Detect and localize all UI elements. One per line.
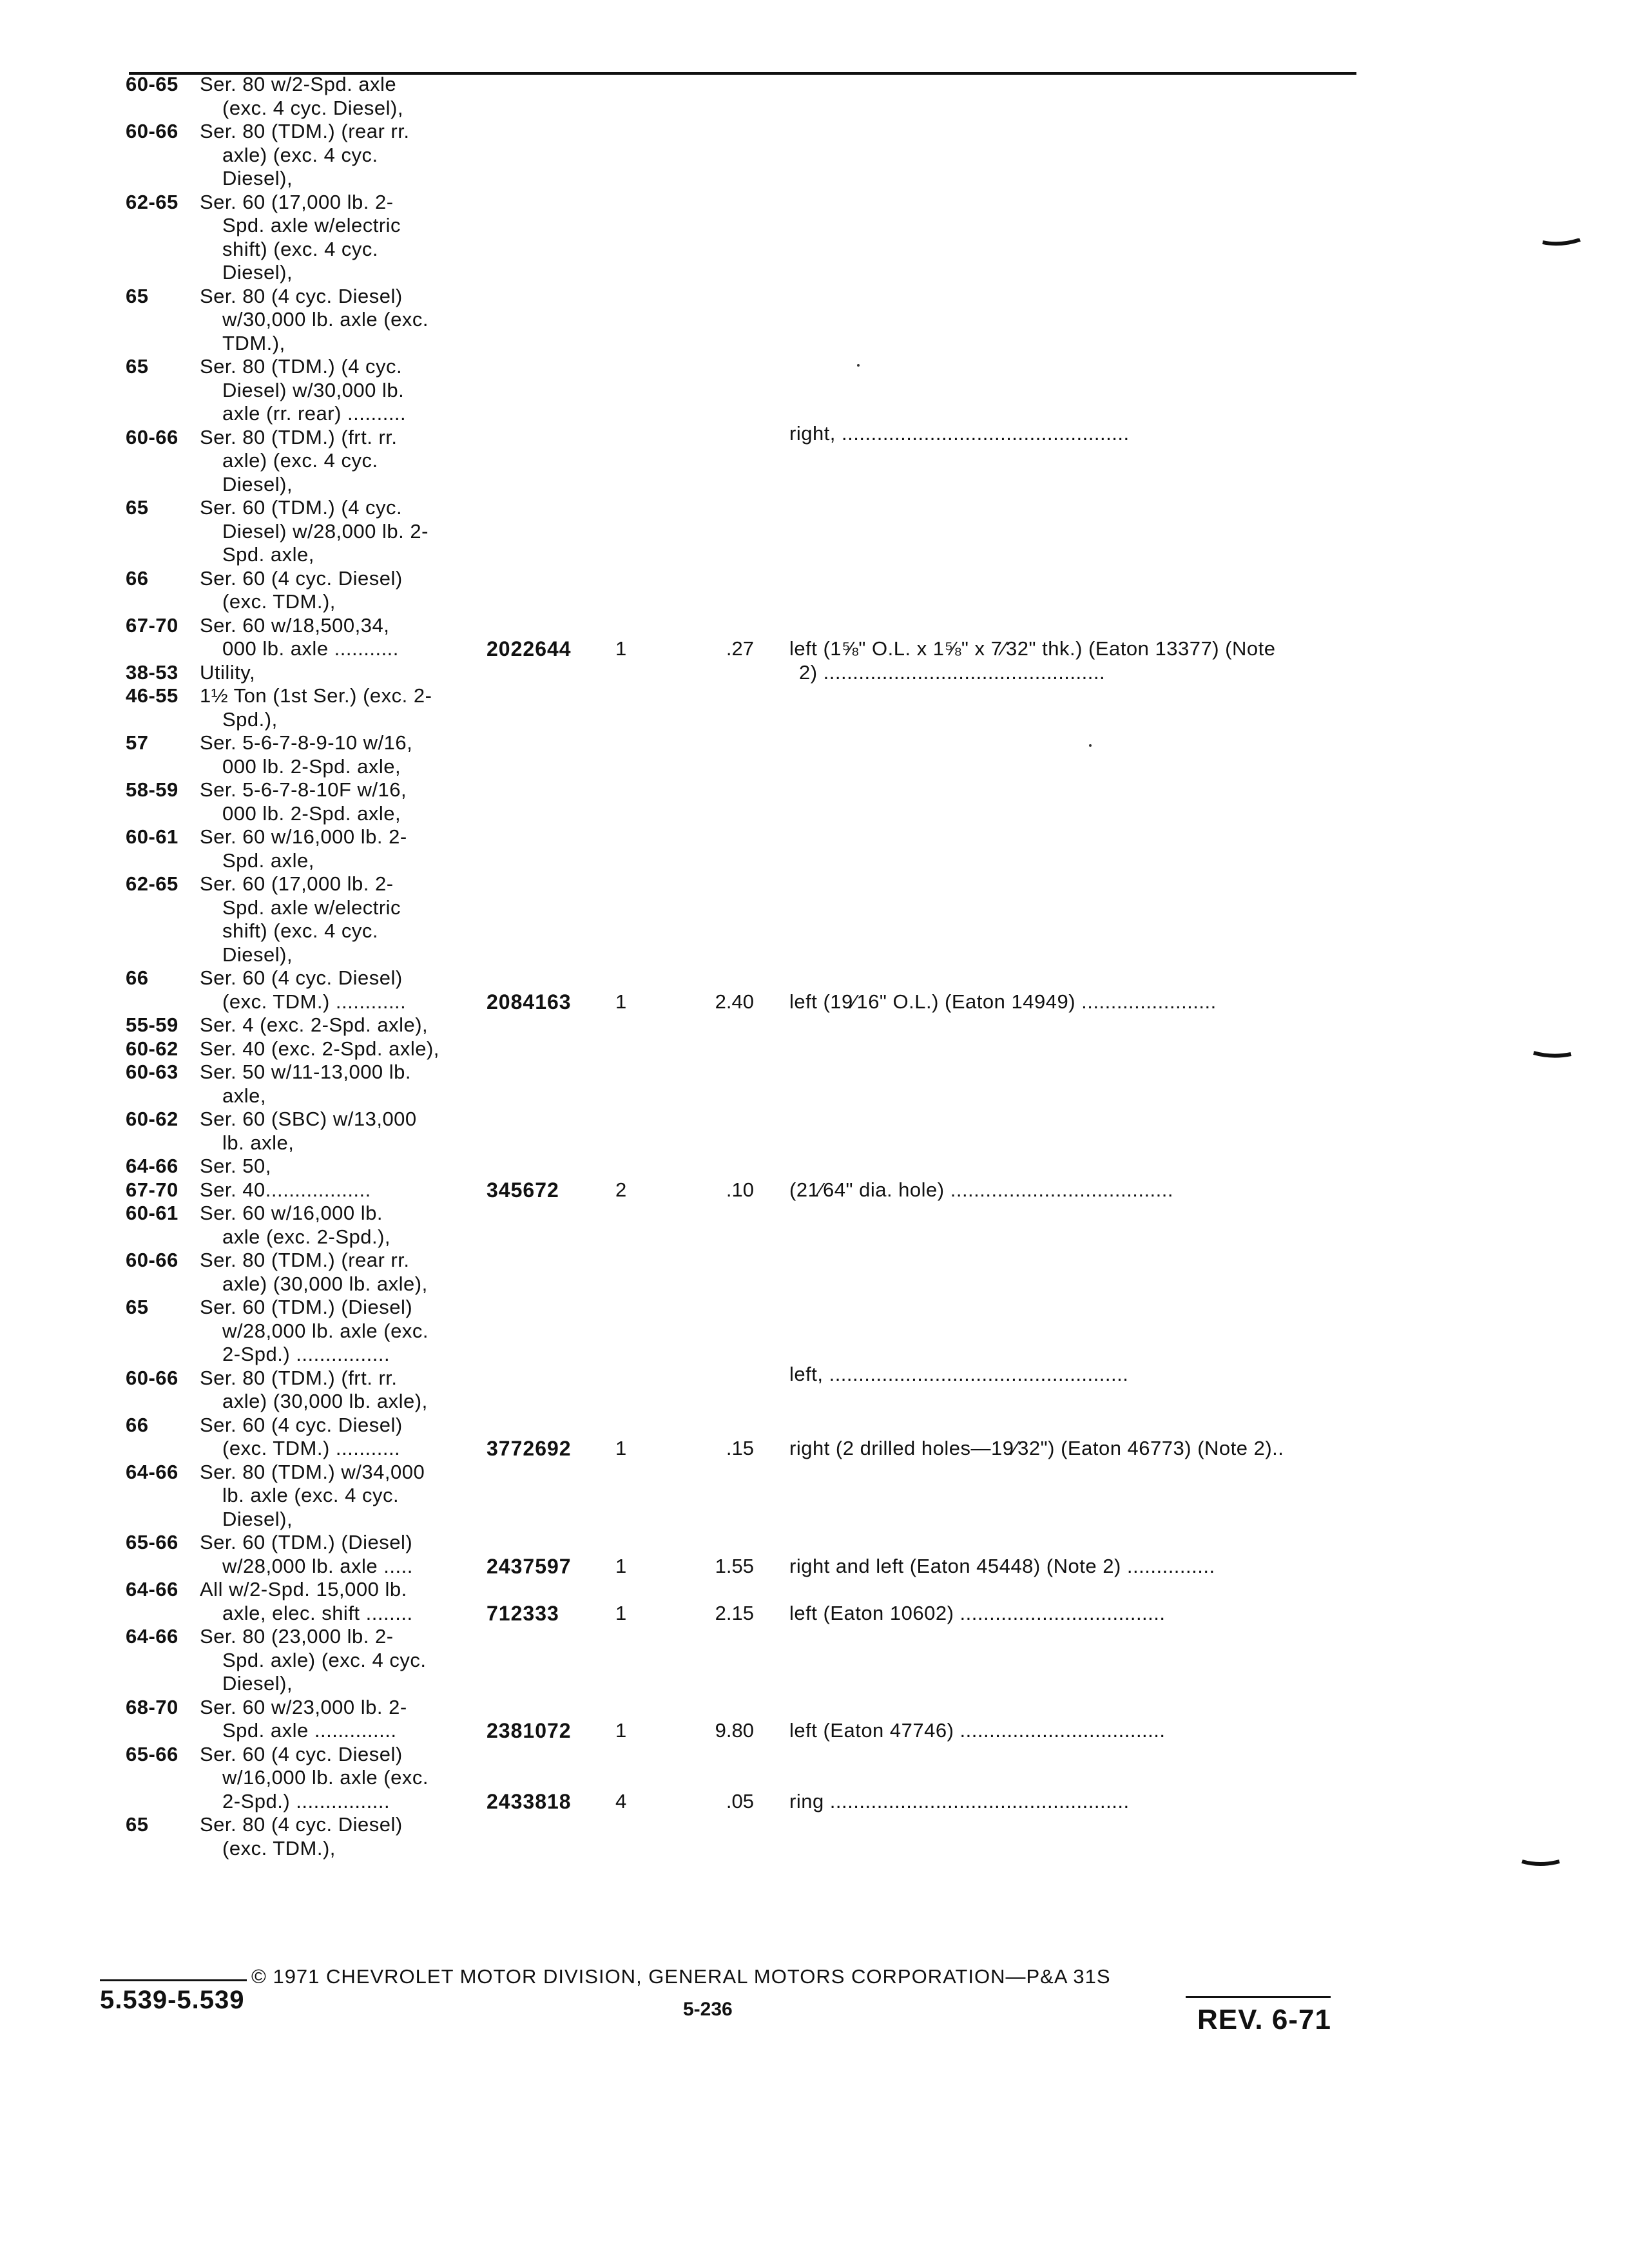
model-years: 66 [126,1413,149,1436]
model-years: 65 [126,355,149,378]
application-text: Ser. 50 w/11-13,000 lb. [200,1061,412,1083]
part-description: left (Eaton 10602) ................................... [789,1601,1166,1624]
application-text: Diesel) w/30,000 lb. [222,378,405,401]
application-text: 1½ Ton (1st Ser.) (exc. 2- [200,684,432,707]
application-text: Ser. 80 (TDM.) (rear rr. [200,120,410,142]
list-price: 1.55 [715,1554,754,1577]
model-years: 46-55 [126,684,178,707]
model-years: 60-62 [126,1037,178,1060]
part-description: left (1⅝" O.L. x 1⅝" x 7⁄32" thk.) (Eaton 13377) (Note [789,637,1276,660]
footer-rule-right [1186,1996,1331,1998]
application-text: Ser. 60 w/16,000 lb. 2- [200,825,407,848]
application-text: Ser. 60 (4 cyc. Diesel) [200,566,403,590]
model-years: 64-66 [126,1625,178,1648]
list-price: .27 [726,637,754,660]
application-text: (exc. TDM.), [222,1836,336,1860]
application-text: Ser. 80 (TDM.) (frt. rr. [200,1366,398,1389]
application-text: Spd. axle w/electric [222,896,401,919]
application-text: (exc. 4 cyc. Diesel), [222,96,403,119]
model-years: 65 [126,496,149,519]
application-text: axle (exc. 2-Spd.), [222,1225,391,1248]
application-text: axle) (30,000 lb. axle), [222,1390,428,1412]
application-text: Ser. 60 (TDM.) (Diesel) [200,1531,413,1553]
part-description: (21⁄64" dia. hole) ...................................... [789,1178,1174,1201]
quantity: 4 [615,1789,627,1812]
quantity: 1 [615,1601,627,1624]
model-years: 65 [126,1296,149,1318]
model-years: 66 [126,966,149,989]
list-price: 9.80 [715,1719,754,1742]
model-years: 68-70 [126,1695,178,1718]
margin-tick-mark [1532,1050,1572,1059]
revision-date: REV. 6-71 [1197,2004,1331,2035]
quantity: 1 [615,637,627,660]
model-years: 60-66 [126,120,178,142]
part-number: 3772692 [487,1437,572,1460]
application-text: axle) (exc. 4 cyc. [222,449,378,472]
application-text: Ser. 80 (4 cyc. Diesel) [200,1813,403,1836]
model-years: 60-61 [126,1202,178,1224]
part-description: left (Eaton 47746) ................................... [789,1719,1166,1742]
application-text: Ser. 4 (exc. 2-Spd. axle), [200,1014,429,1036]
application-text: w/28,000 lb. axle (exc. [222,1319,429,1342]
list-price: .15 [726,1437,754,1459]
application-text: Diesel), [222,1672,293,1695]
application-text: Ser. 5-6-7-8-9-10 w/16, [200,731,413,754]
part-description: right (2 drilled holes—19⁄32") (Eaton 46773) (Note 2).. [789,1437,1284,1459]
quantity: 2 [615,1178,627,1201]
application-text: Ser. 60 (4 cyc. Diesel) [200,1742,403,1765]
application-text: axle, [222,1084,266,1107]
application-text: Ser. 60 w/18,500,34, [200,613,390,637]
application-text: w/16,000 lb. axle (exc. [222,1766,429,1789]
model-years: 38-53 [126,660,178,684]
application-text: Ser. 80 (TDM.) (rear rr. [200,1249,410,1271]
scan-speck [857,364,860,367]
model-years: 60-63 [126,1061,178,1083]
part-number: 2022644 [487,637,572,660]
model-years: 65-66 [126,1742,178,1765]
model-years: 60-65 [126,73,178,95]
application-text: axle) (exc. 4 cyc. [222,143,378,166]
application-text: Spd. axle, [222,849,314,872]
application-text: Diesel) w/28,000 lb. 2- [222,519,429,543]
application-text: axle) (30,000 lb. axle), [222,1272,428,1295]
application-text: 000 lb. 2-Spd. axle, [222,754,401,778]
margin-tick-mark [1541,238,1581,247]
model-years: 58-59 [126,778,178,801]
application-text: lb. axle (exc. 4 cyc. [222,1484,400,1506]
application-text: w/30,000 lb. axle (exc. [222,308,429,331]
model-years: 64-66 [126,1578,178,1600]
application-text: Spd. axle .............. [222,1719,397,1742]
application-text: Spd. axle) (exc. 4 cyc. [222,1648,427,1671]
part-number: 2084163 [487,990,572,1014]
application-text: Spd. axle w/electric [222,214,401,236]
application-text: axle (rr. rear) .......... [222,402,407,425]
application-text: 000 lb. 2-Spd. axle, [222,802,401,825]
footer-rule-left [100,1979,247,1981]
application-text: Diesel), [222,1507,293,1530]
part-description: left (19⁄16" O.L.) (Eaton 14949) ....................... [789,990,1217,1013]
list-price: 2.15 [715,1601,754,1624]
application-text: w/28,000 lb. axle ..... [222,1554,413,1577]
model-years: 65 [126,1813,149,1836]
model-years: 55-59 [126,1014,178,1036]
application-text: Ser. 80 (TDM.) (4 cyc. [200,355,403,378]
model-years: 65-66 [126,1531,178,1553]
application-text: TDM.), [222,331,285,354]
model-years: 57 [126,731,149,754]
part-description: 2) ................................................ [799,660,1106,684]
scan-speck [1089,744,1092,747]
application-text: (exc. TDM.) ........... [222,1437,401,1459]
application-text: Ser. 50, [200,1155,271,1177]
model-years: 60-66 [126,425,178,448]
application-text: Diesel), [222,472,293,495]
application-text: Diesel), [222,167,293,189]
application-text: shift) (exc. 4 cyc. [222,237,379,260]
application-text: Ser. 80 (4 cyc. Diesel) [200,284,403,307]
quantity: 1 [615,990,627,1013]
application-text: Utility, [200,660,256,684]
application-text: Ser. 60 (4 cyc. Diesel) [200,1413,403,1436]
list-price: .10 [726,1178,754,1201]
application-text: Ser. 80 (23,000 lb. 2- [200,1625,394,1648]
application-text: Diesel), [222,261,293,284]
application-text: Ser. 40 (exc. 2-Spd. axle), [200,1037,439,1060]
application-text: All w/2-Spd. 15,000 lb. [200,1578,407,1600]
margin-tick-mark [1521,1859,1561,1868]
page-number: 5-236 [683,1999,733,2020]
quantity: 1 [615,1437,627,1459]
model-years: 60-66 [126,1249,178,1271]
side-description: right, ................................................. [789,421,1130,445]
application-text: Ser. 40.................. [200,1178,371,1201]
quantity: 1 [615,1554,627,1577]
model-years: 60-61 [126,825,178,848]
section-number: 5.539-5.539 [100,1986,245,2014]
model-years: 62-65 [126,190,178,213]
part-description: right and left (Eaton 45448) (Note 2) ............... [789,1554,1215,1577]
model-years: 67-70 [126,1178,178,1201]
application-text: Ser. 60 (17,000 lb. 2- [200,190,394,213]
application-text: axle, elec. shift ........ [222,1601,413,1624]
part-number: 345672 [487,1178,559,1202]
application-text: shift) (exc. 4 cyc. [222,919,379,942]
application-text: Ser. 80 w/2-Spd. axle [200,73,397,95]
part-number: 2437597 [487,1554,572,1578]
application-text: Ser. 60 w/23,000 lb. 2- [200,1695,407,1718]
application-text: Ser. 60 (TDM.) (4 cyc. [200,496,403,519]
application-text: (exc. TDM.) ............ [222,990,407,1013]
application-text: (exc. TDM.), [222,590,336,613]
model-years: 66 [126,566,149,590]
footer-copyright: © 1971 CHEVROLET MOTOR DIVISION, GENERAL MOTORS CORPORATION—P&A 31S [251,1965,1111,1988]
part-description: ring ................................................... [789,1789,1130,1812]
model-years: 67-70 [126,613,178,637]
application-text: Spd.), [222,707,278,731]
application-text: 2-Spd.) ................ [222,1789,390,1812]
application-text: Ser. 80 (TDM.) (frt. rr. [200,425,398,448]
model-years: 64-66 [126,1155,178,1177]
model-years: 62-65 [126,872,178,895]
application-text: Ser. 60 (17,000 lb. 2- [200,872,394,895]
model-years: 60-66 [126,1366,178,1389]
model-years: 64-66 [126,1460,178,1483]
application-text: Ser. 60 (SBC) w/13,000 [200,1108,417,1130]
application-text: Diesel), [222,943,293,966]
application-text: Ser. 80 (TDM.) w/34,000 [200,1460,425,1483]
application-text: Ser. 60 (4 cyc. Diesel) [200,966,403,989]
list-price: .05 [726,1789,754,1812]
part-number: 2433818 [487,1789,572,1813]
part-number: 712333 [487,1601,559,1625]
list-price: 2.40 [715,990,754,1013]
application-text: 000 lb. axle ........... [222,637,399,660]
application-text: Ser. 60 w/16,000 lb. [200,1202,383,1224]
application-text: Spd. axle, [222,543,314,566]
model-years: 60-62 [126,1108,178,1130]
model-years: 65 [126,284,149,307]
application-text: lb. axle, [222,1131,294,1154]
quantity: 1 [615,1719,627,1742]
application-text: Ser. 60 (TDM.) (Diesel) [200,1296,413,1318]
application-text: Ser. 5-6-7-8-10F w/16, [200,778,407,801]
application-text: 2-Spd.) ................ [222,1343,390,1365]
side-description: left, ................................................... [789,1362,1129,1385]
part-number: 2381072 [487,1719,572,1742]
